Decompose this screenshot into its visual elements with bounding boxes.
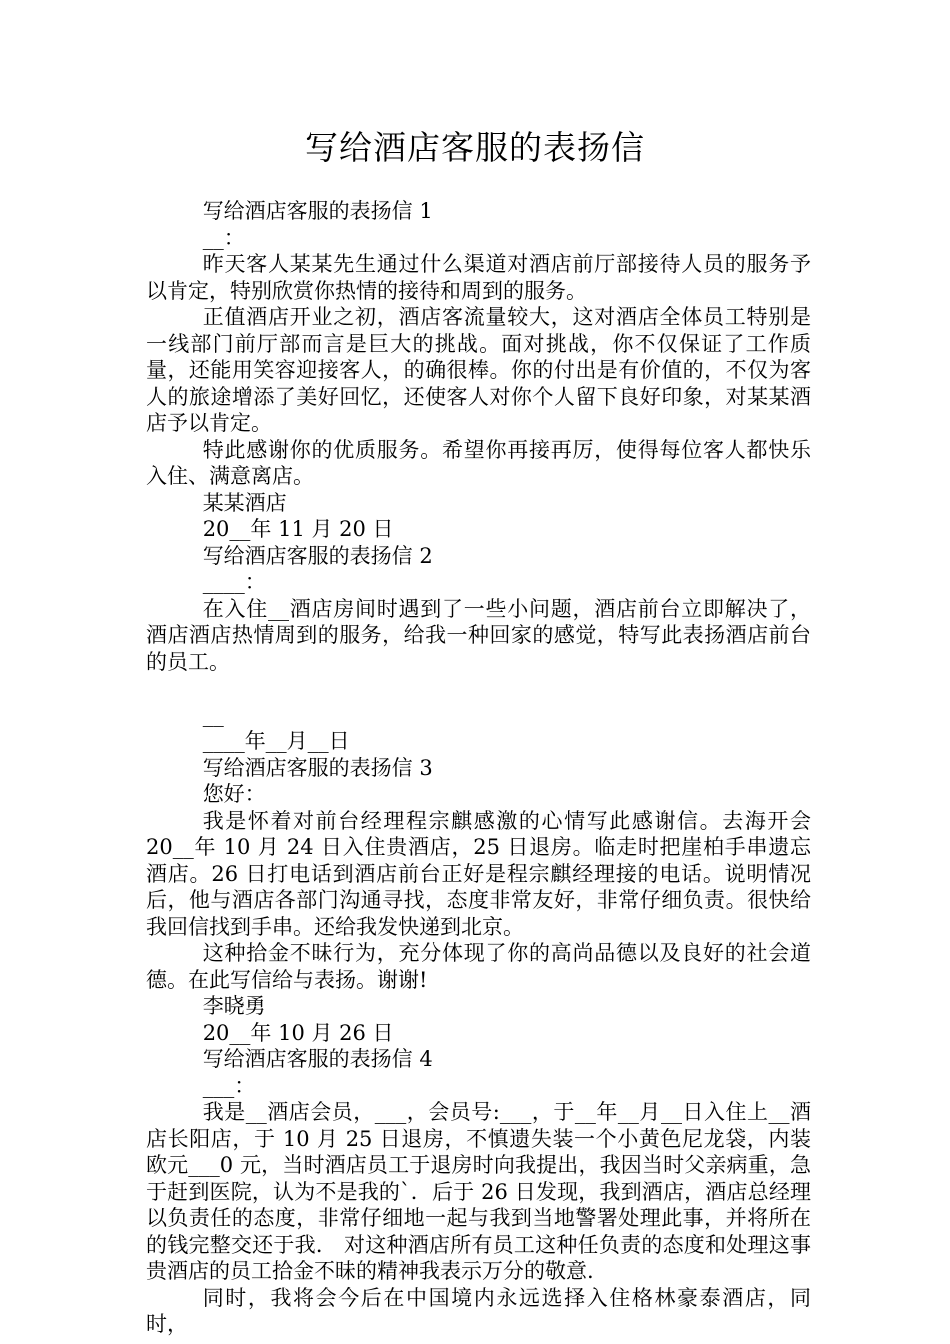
letter-1-paragraph: 特此感谢你的优质服务。希望你再接再厉，使得每位客人都快乐入住、满意离店。 [146, 437, 811, 488]
letter-3-date: 20__年 10 月 26 日 [202, 1020, 394, 1045]
blank-line [146, 675, 811, 702]
letter-4-paragraph: 我是__酒店会员，___，会员号:___，于__年__月__日入住上__酒店长阳店，于 10 月 25 日退房，不慎遗失装一个小黄色尼龙袋，内装欧元___0 元，当时酒店员工于退房时向我提出，我因当时父亲病重，急于赶到医院，认为不是我的`．后于 26 日发现，我到酒店，酒店总经理以负责任的态度，非常仔细地一起与我到当地警署处理此事，并将所在的钱完整交还于我． 对这种酒店所有员工这种任负责的态度和处理这事贵酒店的员工拾金不昧的精神我表示万分的敬意. [146, 1100, 811, 1283]
letter-4-heading: 写给酒店客服的表扬信 4 [202, 1047, 433, 1071]
letter-3-paragraph: 我是怀着对前台经理程宗麒感激的心情写此感谢信。去海开会20__年 10 月 24 日入住贵酒店，25 日退房。临走时把崖柏手串遗忘酒店。26 日打电话到酒店前台正好是程宗麒经理接的电话。说明情况后，他与酒店各部门沟通寻找，态度非常友好，非常仔细负责。很快给我回信找到手串。还给我发快递到北京。 [146, 808, 811, 939]
letter-1-paragraph: 昨天客人某某先生通过什么渠道对酒店前厅部接待人员的服务予以肯定，特别欣赏你热情的接待和周到的服务。 [146, 252, 811, 303]
letter-4-salutation: ___： [202, 1073, 256, 1098]
letter-1-date: 20__年 11 月 20 日 [202, 517, 394, 541]
letter-3-salutation: 您好： [202, 782, 266, 806]
letter-3-paragraph: 这种拾金不昧行为，充分体现了你的高尚品德以及良好的社会道德。在此写信给与表扬。谢谢! [146, 941, 811, 992]
letter-1-signature: 某某酒店 [202, 490, 287, 515]
document-body [146, 198, 811, 1338]
letter-2-date: ____年__月__日 [202, 729, 350, 753]
letter-4-paragraph: 同时，我将会今后在中国境内永远选择入住格林豪泰酒店，同时， [146, 1285, 811, 1336]
letter-3-signature: 李晓勇 [202, 994, 266, 1018]
letter-2-signature: __ [202, 702, 224, 727]
letter-1-salutation: __： [202, 225, 245, 250]
letter-1-heading: 写给酒店客服的表扬信 1 [202, 199, 433, 223]
letter-2-salutation: ____： [202, 570, 266, 594]
letter-2-paragraph: 在入住__酒店房间时遇到了一些小问题，酒店前台立即解决了，酒店酒店热情周到的服务，给我一种回家的感觉，特写此表扬酒店前台的员工。 [146, 596, 811, 674]
letter-3-heading: 写给酒店客服的表扬信 3 [202, 755, 433, 780]
letter-1-paragraph: 正值酒店开业之初，酒店客流量较大，这对酒店全体员工特别是一线部门前厅部而言是巨大的挑战。面对挑战，你不仅保证了工作质量，还能用笑容迎接客人，的确很棒。你的付出是有价值的，不仅为客人的旅途增添了美好回忆，还使客人对你个人留下良好印象，对某某酒店予以肯定。 [146, 305, 811, 435]
letter-2-heading: 写给酒店客服的表扬信 2 [202, 543, 433, 568]
document-title: 写给酒店客服的表扬信 [305, 128, 645, 167]
